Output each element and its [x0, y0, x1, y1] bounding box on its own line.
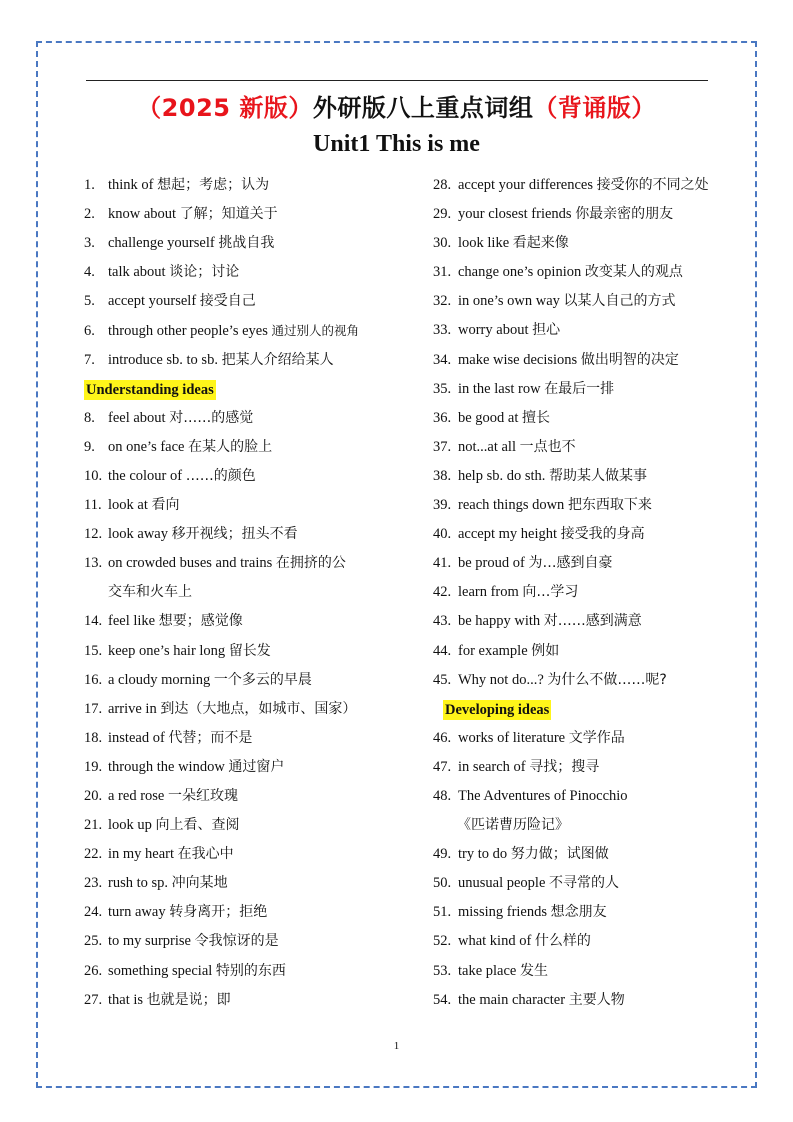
- phrase-meaning: 一个多云的早晨: [213, 671, 312, 688]
- phrase-number: 29.: [433, 206, 452, 223]
- phrase-english: change one’s opinion: [458, 264, 582, 281]
- phrase-item: [433, 171, 753, 200]
- section-heading: [433, 695, 753, 724]
- phrase-meaning: 特别的东西: [215, 962, 286, 979]
- phrase-english: your closest friends: [458, 206, 572, 223]
- phrase-english: feel like: [108, 613, 156, 630]
- phrase-number: 28.: [433, 177, 452, 193]
- phrase-number: 54.: [433, 991, 452, 1008]
- phrase-continuation: [433, 811, 753, 840]
- phrase-item: [84, 404, 429, 433]
- phrase-number: 40.: [433, 526, 452, 543]
- phrase-number: 9.: [84, 438, 95, 455]
- phrase-item: [84, 200, 429, 229]
- phrase-item: [84, 927, 429, 956]
- section-heading-text: Developing ideas: [445, 701, 550, 718]
- header-rule: [86, 80, 708, 81]
- phrase-number: 31.: [433, 264, 452, 281]
- phrase-english: talk about: [108, 264, 166, 281]
- phrase-number: 52.: [433, 933, 452, 950]
- phrase-item: [433, 607, 753, 636]
- phrase-meaning: 谈论；讨论: [169, 264, 240, 281]
- phrase-number: 15.: [84, 642, 103, 659]
- phrase-item: [84, 607, 429, 636]
- phrase-item: [433, 898, 753, 927]
- title-main: 外研版八上重点词组: [312, 94, 534, 122]
- phrase-meaning: 想起；考虑；认为: [157, 177, 270, 193]
- phrase-item: [84, 258, 429, 287]
- phrase-meaning: 想要；感觉像: [158, 613, 243, 630]
- phrase-meaning: 在拥挤的公: [275, 555, 346, 572]
- phrase-number: 18.: [84, 729, 103, 746]
- phrase-item: [433, 637, 753, 666]
- phrase-meaning: 努力做；试图做: [510, 846, 609, 863]
- phrase-english: keep one’s hair long: [108, 642, 226, 659]
- phrase-meaning: 交车和火车上: [108, 584, 192, 601]
- phrase-number: 7.: [84, 351, 95, 368]
- phrase-item: [433, 986, 753, 1015]
- phrase-item: [433, 316, 753, 345]
- phrase-number: 12.: [84, 526, 103, 543]
- phrase-number: 8.: [84, 409, 95, 426]
- unit-title: Unit1 This is me: [313, 131, 480, 157]
- phrase-number: 47.: [433, 758, 452, 775]
- phrase-meaning: 把东西取下来: [567, 497, 652, 514]
- phrase-number: 35.: [433, 380, 452, 397]
- phrase-meaning: 帮助某人做某事: [549, 467, 648, 484]
- phrase-english: learn from: [458, 584, 519, 601]
- right-phrase-column: [433, 171, 753, 1015]
- phrase-english: something special: [108, 962, 213, 979]
- phrase-meaning: 向…学习: [522, 584, 579, 601]
- phrase-english: unusual people: [458, 875, 546, 892]
- phrase-item: [84, 637, 429, 666]
- phrase-english: on one’s face: [108, 438, 185, 455]
- phrase-meaning: 一朵红玫瑰: [167, 787, 238, 804]
- phrase-meaning: 对……感到满意: [543, 613, 642, 630]
- phrase-english: in my heart: [108, 846, 175, 863]
- phrase-item: [84, 346, 429, 375]
- phrase-english: think of: [108, 177, 154, 193]
- phrase-item: [433, 229, 753, 258]
- phrase-item: [84, 462, 429, 491]
- phrase-english: be proud of: [458, 555, 525, 572]
- phrase-item: [433, 549, 753, 578]
- phrase-english: reach things down: [458, 497, 565, 514]
- phrase-english: on crowded buses and trains: [108, 555, 273, 572]
- phrase-number: 49.: [433, 846, 452, 863]
- phrase-meaning: 主要人物: [568, 991, 625, 1008]
- phrase-meaning: 接受我的身高: [560, 526, 645, 543]
- phrase-meaning: 寻找；搜寻: [529, 758, 600, 775]
- phrase-english: feel about: [108, 409, 166, 426]
- phrase-item: [84, 782, 429, 811]
- phrase-number: 3.: [84, 235, 95, 252]
- phrase-english: look like: [458, 235, 510, 252]
- phrase-number: 26.: [84, 962, 103, 979]
- section-heading: [84, 375, 429, 404]
- phrase-item: [433, 491, 753, 520]
- phrase-number: 38.: [433, 467, 452, 484]
- phrase-number: 27.: [84, 991, 103, 1008]
- phrase-meaning: 到达（大地点，如城市、国家）: [160, 700, 357, 717]
- phrase-meaning: 接受自己: [199, 293, 256, 310]
- phrase-number: 41.: [433, 555, 452, 572]
- phrase-number: 53.: [433, 962, 452, 979]
- phrase-meaning: 在最后一排: [544, 380, 615, 397]
- phrase-meaning: 一点也不: [519, 438, 576, 455]
- phrase-item: [433, 753, 753, 782]
- phrase-item: [84, 811, 429, 840]
- phrase-meaning: 代替；而不是: [168, 729, 253, 746]
- left-phrase-column: [84, 171, 429, 1015]
- phrase-item: [84, 898, 429, 927]
- phrase-english: instead of: [108, 729, 165, 746]
- phrase-number: 11.: [84, 497, 102, 514]
- phrase-item: [84, 869, 429, 898]
- phrase-number: 6.: [84, 323, 95, 340]
- phrase-english: a cloudy morning: [108, 671, 211, 688]
- phrase-english: make wise decisions: [458, 351, 578, 368]
- phrase-meaning: 也就是说；即: [146, 991, 231, 1008]
- phrase-number: 24.: [84, 904, 103, 921]
- phrase-meaning: 在某人的脸上: [188, 438, 273, 455]
- phrase-item: [84, 724, 429, 753]
- phrase-meaning: 接受你的不同之处: [596, 177, 709, 193]
- phrase-item: [433, 869, 753, 898]
- phrase-meaning: 移开视线；扭头不看: [171, 526, 298, 543]
- phrase-number: 46.: [433, 729, 452, 746]
- phrase-number: 48.: [433, 787, 452, 804]
- phrase-meaning: 想念朋友: [550, 904, 607, 921]
- phrase-item: [433, 666, 753, 695]
- phrase-english: in the last row: [458, 380, 541, 397]
- phrase-number: 33.: [433, 322, 452, 339]
- phrase-number: 1.: [84, 177, 95, 193]
- phrase-meaning: ……的颜色: [185, 467, 256, 484]
- phrase-item: [433, 462, 753, 491]
- phrase-item: [433, 724, 753, 753]
- phrase-meaning: 把某人介绍给某人: [221, 351, 334, 368]
- phrase-number: 39.: [433, 497, 452, 514]
- phrase-item: [84, 666, 429, 695]
- phrase-number: 5.: [84, 293, 95, 310]
- phrase-item: [84, 229, 429, 258]
- phrase-english: a red rose: [108, 787, 165, 804]
- phrase-number: 22.: [84, 846, 103, 863]
- phrase-item: [433, 578, 753, 607]
- phrase-meaning: 通过窗户: [228, 758, 285, 775]
- phrase-number: 42.: [433, 584, 452, 601]
- phrase-meaning: 你最亲密的朋友: [575, 206, 674, 223]
- phrase-meaning: 为什么不做……呢?: [547, 671, 667, 688]
- phrase-english: know about: [108, 206, 177, 223]
- phrase-item: [84, 957, 429, 986]
- phrase-english: help sb. do sth.: [458, 467, 546, 484]
- phrase-number: 25.: [84, 933, 103, 950]
- phrase-meaning: 什么样的: [534, 933, 591, 950]
- phrase-english: through the window: [108, 758, 225, 775]
- phrase-number: 17.: [84, 700, 103, 717]
- phrase-meaning: 为…感到自豪: [528, 555, 613, 572]
- phrase-item: [84, 695, 429, 724]
- phrase-english: introduce sb. to sb.: [108, 351, 218, 368]
- phrase-number: 32.: [433, 293, 452, 310]
- phrase-english: the main character: [458, 991, 566, 1008]
- phrase-english: try to do: [458, 846, 508, 863]
- phrase-number: 19.: [84, 758, 103, 775]
- phrase-item: [433, 520, 753, 549]
- phrase-english: through other people’s eyes: [108, 323, 268, 340]
- phrase-english: be happy with: [458, 613, 541, 630]
- phrase-english: arrive in: [108, 700, 157, 717]
- phrase-english: to my surprise: [108, 933, 191, 950]
- phrase-item: [84, 491, 429, 520]
- phrase-english: look at: [108, 497, 148, 514]
- phrase-number: 14.: [84, 613, 103, 630]
- page-number: 1: [393, 1040, 400, 1052]
- phrase-continuation: [84, 578, 429, 607]
- phrase-meaning: 挑战自我: [218, 235, 275, 252]
- phrase-meaning: 以某人自己的方式: [563, 293, 676, 310]
- phrase-item: [84, 433, 429, 462]
- phrase-meaning: 发生: [520, 962, 548, 979]
- phrase-number: 43.: [433, 613, 452, 630]
- title-edition: （2025 新版）: [137, 94, 313, 122]
- phrase-number: 50.: [433, 875, 452, 892]
- phrase-item: [84, 316, 429, 345]
- phrase-item: [84, 986, 429, 1015]
- phrase-meaning: 向上看、查阅: [155, 817, 240, 834]
- phrase-english: rush to sp.: [108, 875, 169, 892]
- phrase-english: in one’s own way: [458, 293, 560, 310]
- phrase-number: 21.: [84, 817, 103, 834]
- phrase-english: turn away: [108, 904, 166, 921]
- phrase-meaning: 留长发: [228, 642, 271, 659]
- phrase-number: 34.: [433, 351, 452, 368]
- phrase-english: The Adventures of Pinocchio: [458, 787, 628, 804]
- phrase-english: what kind of: [458, 933, 532, 950]
- phrase-item: [84, 840, 429, 869]
- phrase-english: in search of: [458, 758, 526, 775]
- phrase-meaning: 看向: [151, 497, 180, 514]
- phrase-english: that is: [108, 991, 144, 1008]
- phrase-item: [433, 346, 753, 375]
- phrase-english: challenge yourself: [108, 235, 215, 252]
- phrase-item: [433, 782, 753, 811]
- phrase-meaning: 做出明智的决定: [580, 351, 679, 368]
- phrase-english: the colour of: [108, 467, 183, 484]
- phrase-item: [84, 520, 429, 549]
- phrase-number: 20.: [84, 787, 103, 804]
- phrase-meaning: 通过别人的视角: [271, 323, 360, 339]
- phrase-english: Why not do...?: [458, 671, 544, 688]
- phrase-number: 51.: [433, 904, 452, 921]
- phrase-meaning: 了解；知道关于: [179, 206, 278, 223]
- phrase-number: 13.: [84, 555, 103, 572]
- phrase-english: accept my height: [458, 526, 558, 543]
- phrase-number: 16.: [84, 671, 103, 688]
- phrase-number: 37.: [433, 438, 452, 455]
- page-title: [0, 88, 793, 123]
- phrase-number: 30.: [433, 235, 452, 252]
- phrase-item: [433, 258, 753, 287]
- phrase-meaning: 擅长: [522, 409, 551, 426]
- phrase-number: 45.: [433, 671, 452, 688]
- phrase-meaning: 《匹诺曹历险记》: [457, 817, 569, 834]
- phrase-number: 36.: [433, 409, 452, 426]
- phrase-item: [84, 171, 429, 200]
- phrase-item: [433, 287, 753, 316]
- phrase-english: look away: [108, 526, 168, 543]
- phrase-meaning: 例如: [531, 642, 560, 659]
- phrase-item: [433, 404, 753, 433]
- phrase-meaning: 转身离开；拒绝: [169, 904, 268, 921]
- phrase-english: worry about: [458, 322, 529, 339]
- phrase-number: 2.: [84, 206, 95, 223]
- phrase-number: 23.: [84, 875, 103, 892]
- phrase-english: be good at: [458, 409, 519, 426]
- phrase-meaning: 文学作品: [568, 729, 625, 746]
- phrase-english: take place: [458, 962, 517, 979]
- phrase-number: 44.: [433, 642, 452, 659]
- phrase-item: [433, 200, 753, 229]
- phrase-item: [433, 927, 753, 956]
- phrase-number: 10.: [84, 467, 103, 484]
- phrase-item: [433, 433, 753, 462]
- phrase-meaning: 看起来像: [512, 235, 569, 252]
- section-heading-text: Understanding ideas: [86, 381, 214, 398]
- phrase-english: look up: [108, 817, 152, 834]
- phrase-english: missing friends: [458, 904, 548, 921]
- phrase-meaning: 冲向某地: [171, 875, 228, 892]
- phrase-meaning: 担心: [532, 322, 561, 339]
- phrase-item: [433, 957, 753, 986]
- phrase-number: 4.: [84, 264, 95, 281]
- phrase-english: not...at all: [458, 438, 516, 455]
- phrase-english: accept yourself: [108, 293, 197, 310]
- title-version: （背诵版）: [533, 94, 656, 122]
- phrase-item: [84, 549, 429, 578]
- phrase-meaning: 令我惊讶的是: [194, 933, 279, 950]
- phrase-meaning: 在我心中: [177, 846, 234, 863]
- phrase-english: for example: [458, 642, 528, 659]
- phrase-meaning: 对……的感觉: [169, 409, 254, 426]
- phrase-english: works of literature: [458, 729, 566, 746]
- phrase-item: [433, 840, 753, 869]
- phrase-item: [84, 753, 429, 782]
- phrase-meaning: 改变某人的观点: [584, 264, 683, 281]
- phrase-meaning: 不寻常的人: [549, 875, 620, 892]
- phrase-item: [433, 375, 753, 404]
- phrase-item: [84, 287, 429, 316]
- phrase-english: accept your differences: [458, 177, 593, 193]
